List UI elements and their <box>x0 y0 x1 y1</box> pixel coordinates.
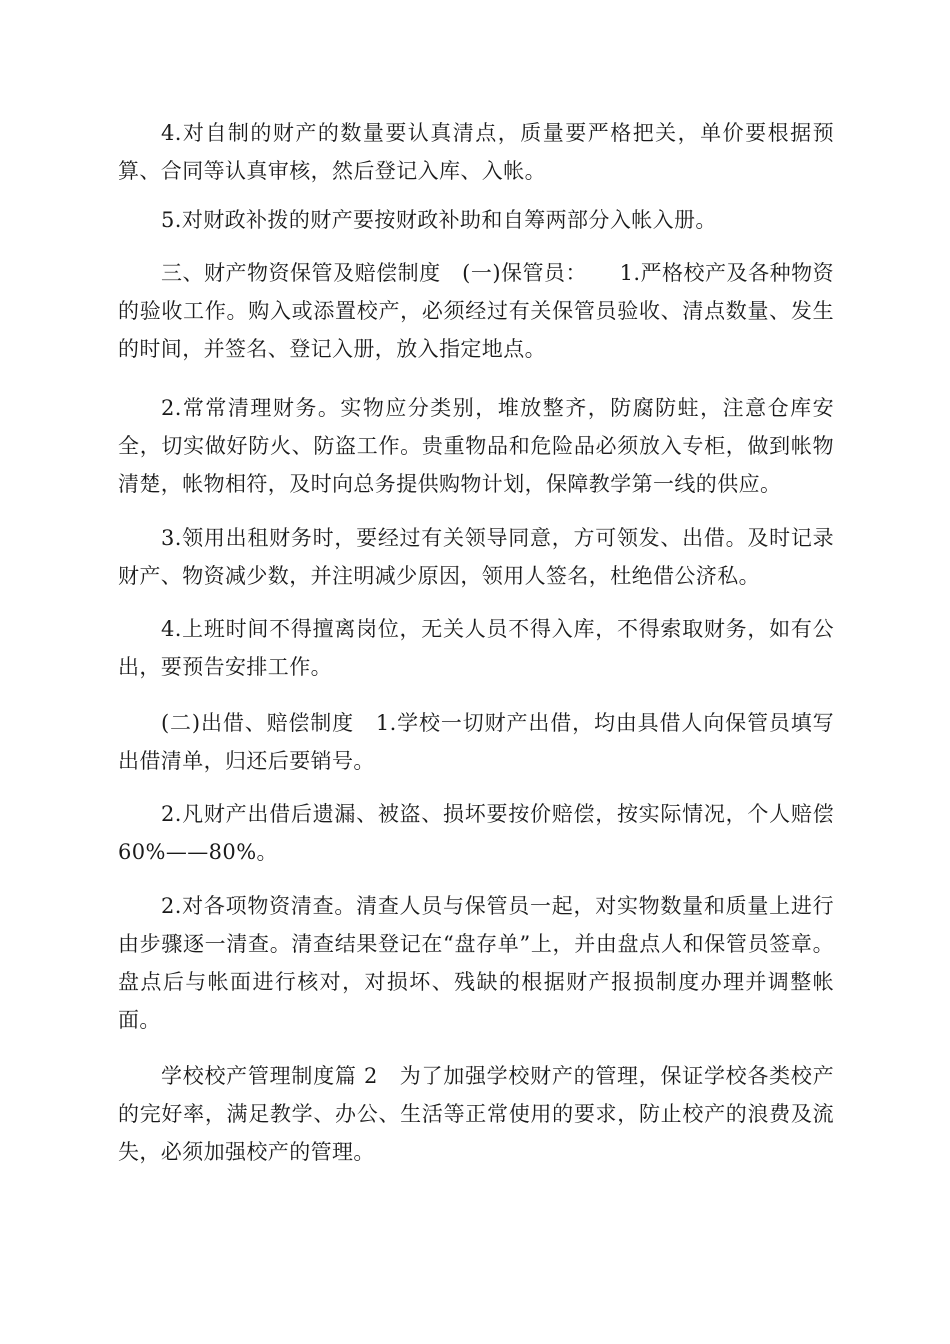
paragraph-3: 三、财产物资保管及赔偿制度 (一)保管员： 1.严格校产及各种物资的验收工作。购入或添置校产，必须经过有关保管员验收、清点数量、发生的时间，并签名、登记入册，放入指定地点。 <box>118 261 834 361</box>
paragraph-5: 3.领用出租财务时，要经过有关领导同意，方可领发、出借。及时记录财产、物资减少数，并注明减少原因，领用人签名，杜绝借公济私。 <box>118 526 834 588</box>
paragraph-8: 2.凡财产出借后遗漏、被盗、损坏要按价赔偿，按实际情况，个人赔偿 60%——80%。 <box>118 802 834 864</box>
paragraph-1: 4.对自制的财产的数量要认真清点，质量要严格把关，单价要根据预算、合同等认真审核，然后登记入库、入帐。 <box>118 121 834 183</box>
paragraph-10: 学校校产管理制度篇 2 为了加强学校财产的管理，保证学校各类校产的完好率，满足教学、办公、生活等正常使用的要求，防止校产的浪费及流失，必须加强校产的管理。 <box>118 1064 834 1164</box>
paragraph-2: 5.对财政补拨的财产要按财政补助和自筹两部分入帐入册。 <box>161 208 717 232</box>
paragraph-6: 4.上班时间不得擅离岗位，无关人员不得入库，不得索取财务，如有公出，要预告安排工作。 <box>118 617 834 679</box>
paragraph-7: (二)出借、赔偿制度 1.学校一切财产出借，均由具借人向保管员填写出借清单，归还后要销号。 <box>118 711 834 773</box>
paragraph-4: 2.常常清理财务。实物应分类别，堆放整齐，防腐防蛀，注意仓库安全，切实做好防火、防盗工作。贵重物品和危险品必须放入专柜，做到帐物清楚，帐物相符，及时向总务提供购物计划，保障教学第一线的供应。 <box>118 396 834 496</box>
paragraph-9: 2.对各项物资清查。清查人员与保管员一起，对实物数量和质量上进行由步骤逐一清查。清查结果登记在“盘存单”上，并由盘点人和保管员签章。盘点后与帐面进行核对，对损坏、残缺的根据财产报损制度办理并调整帐面。 <box>118 894 834 1032</box>
